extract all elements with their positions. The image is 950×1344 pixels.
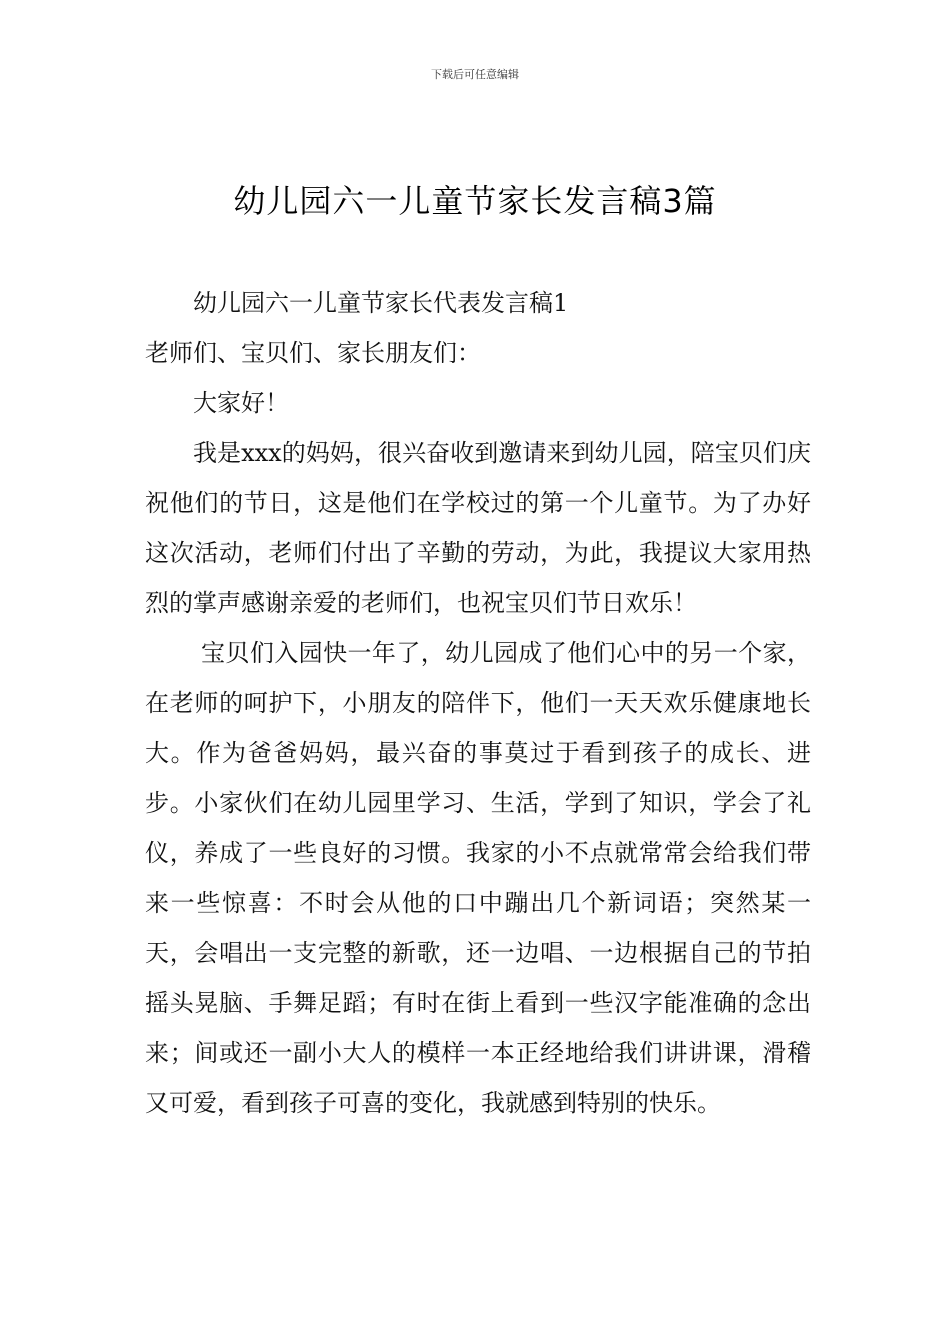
document-body (145, 278, 811, 1128)
header-note: 下载后可任意编辑 (431, 68, 519, 81)
body-paragraph: 宝贝们入园快一年了，幼儿园成了他们心中的另一个家，在老师的呵护下，小朋友的陪伴下，他们一天天欢乐健康地长大。作为爸爸妈妈，最兴奋的事莫过于看到孩子的成长、进步。小家伙们在幼儿园里学习、生活，学到了知识，学会了礼仪，养成了一些良好的习惯。我家的小不点就常常会给我们带来一些惊喜：不时会从他的口中蹦出几个新词语；突然某一天，会唱出一支完整的新歌，还一边唱、一边根据自己的节拍摇头晃脑、手舞足蹈；有时在街上看到一些汉字能准确的念出来；间或还一副小大人的模样一本正经地给我们讲讲课，滑稽又可爱，看到孩子可喜的变化，我就感到特别的快乐。 (145, 639, 811, 1117)
document-title: 幼儿园六一儿童节家长发言稿3篇 (233, 182, 717, 220)
greeting: 大家好！ (193, 389, 289, 417)
salutation: 老师们、宝贝们、家长朋友们： (145, 339, 481, 367)
speech-subtitle: 幼儿园六一儿童节家长代表发言稿1 (193, 289, 569, 317)
body-paragraph: 我是xxx的妈妈，很兴奋收到邀请来到幼儿园，陪宝贝们庆祝他们的节日，这是他们在学校过的第一个儿童节。为了办好这次活动，老师们付出了辛勤的劳动，为此，我提议大家用热烈的掌声感谢亲爱的老师们，也祝宝贝们节日欢乐！ (145, 439, 811, 617)
